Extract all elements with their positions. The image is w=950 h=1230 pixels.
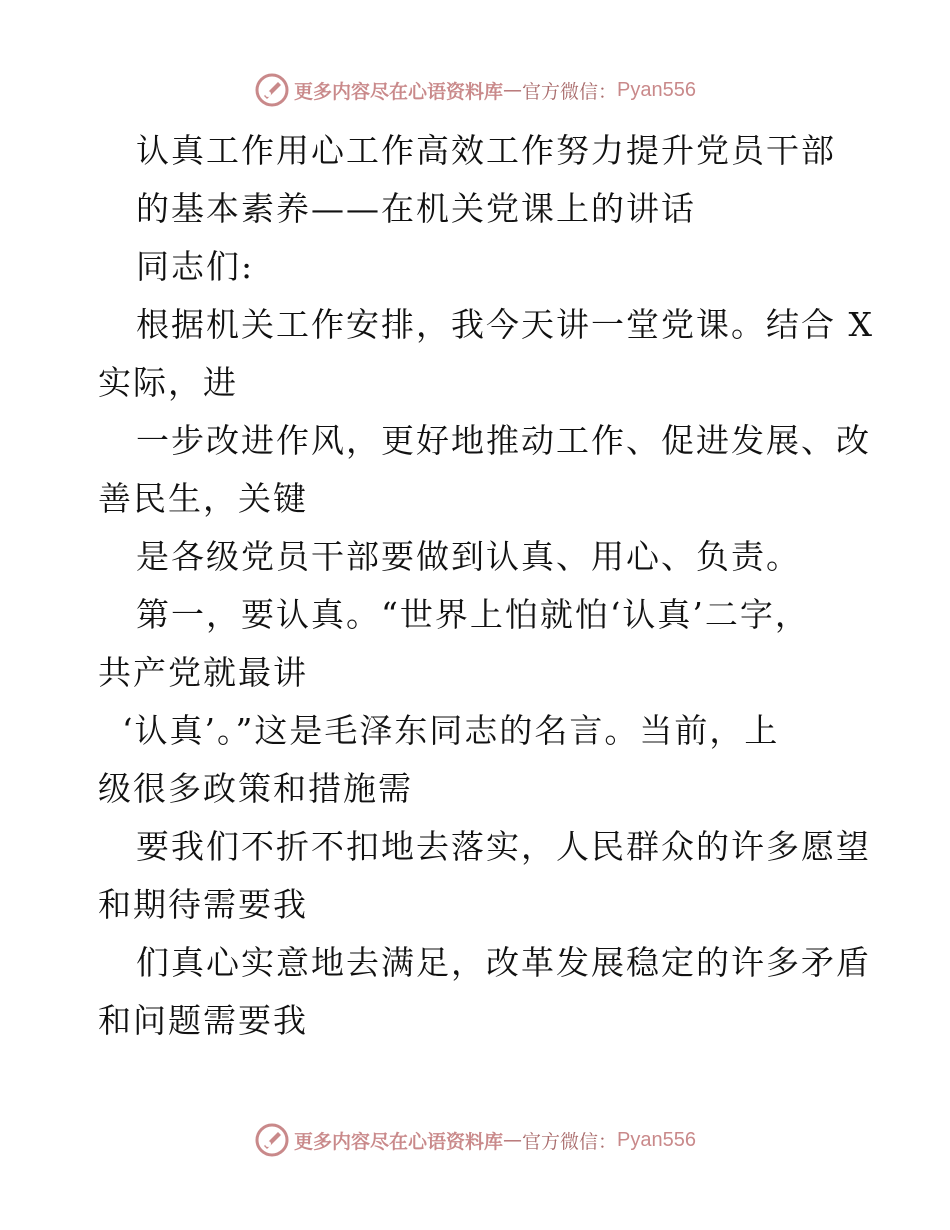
text-line: 根据机关工作安排，我今天讲一堂党课。结合 X bbox=[136, 305, 874, 344]
text-line: 善民生，关键 bbox=[98, 479, 308, 518]
watermark-dash: — bbox=[503, 79, 523, 101]
text-line: ‘认真’。”这是毛泽东同志的名言。当前，上 bbox=[122, 711, 780, 750]
text-line: 是各级党员干部要做到认真、用心、负责。 bbox=[136, 537, 801, 576]
text-line: 的基本素养——在机关党课上的讲话 bbox=[136, 189, 696, 228]
text-line: 们真心实意地去满足，改革发展稳定的许多矛盾 bbox=[136, 943, 871, 982]
watermark-main-text: 更多内容尽在心语资料库 bbox=[294, 1130, 504, 1153]
quill-logo-icon bbox=[254, 72, 290, 108]
header-watermark bbox=[0, 70, 950, 110]
watermark-sub-text: 官方微信： bbox=[522, 80, 618, 103]
text-line: 和问题需要我 bbox=[98, 1001, 308, 1040]
text-line: 一步改进作风，更好地推动工作、促进发展、改 bbox=[136, 421, 871, 460]
text-line: 认真工作用心工作高效工作努力提升党员干部 bbox=[136, 131, 836, 170]
watermark-sub-text: 官方微信： bbox=[522, 1130, 618, 1153]
text-line: 和期待需要我 bbox=[98, 885, 308, 924]
footer-watermark bbox=[0, 1120, 950, 1160]
watermark-dash: — bbox=[503, 1129, 523, 1151]
text-line: 第一，要认真。“世界上怕就怕‘认真’二字， bbox=[136, 595, 810, 634]
text-line: 共产党就最讲 bbox=[98, 653, 308, 692]
watermark-main-text: 更多内容尽在心语资料库 bbox=[294, 80, 504, 103]
watermark-wechat-id: Pyan556 bbox=[617, 1128, 696, 1151]
quill-logo-icon bbox=[254, 1122, 290, 1158]
text-line: 同志们: bbox=[136, 247, 255, 286]
watermark-wechat-id: Pyan556 bbox=[617, 78, 696, 101]
text-line: 级很多政策和措施需 bbox=[98, 769, 413, 808]
text-line: 要我们不折不扣地去落实，人民群众的许多愿望 bbox=[136, 827, 871, 866]
text-line: 实际，进 bbox=[98, 363, 238, 402]
